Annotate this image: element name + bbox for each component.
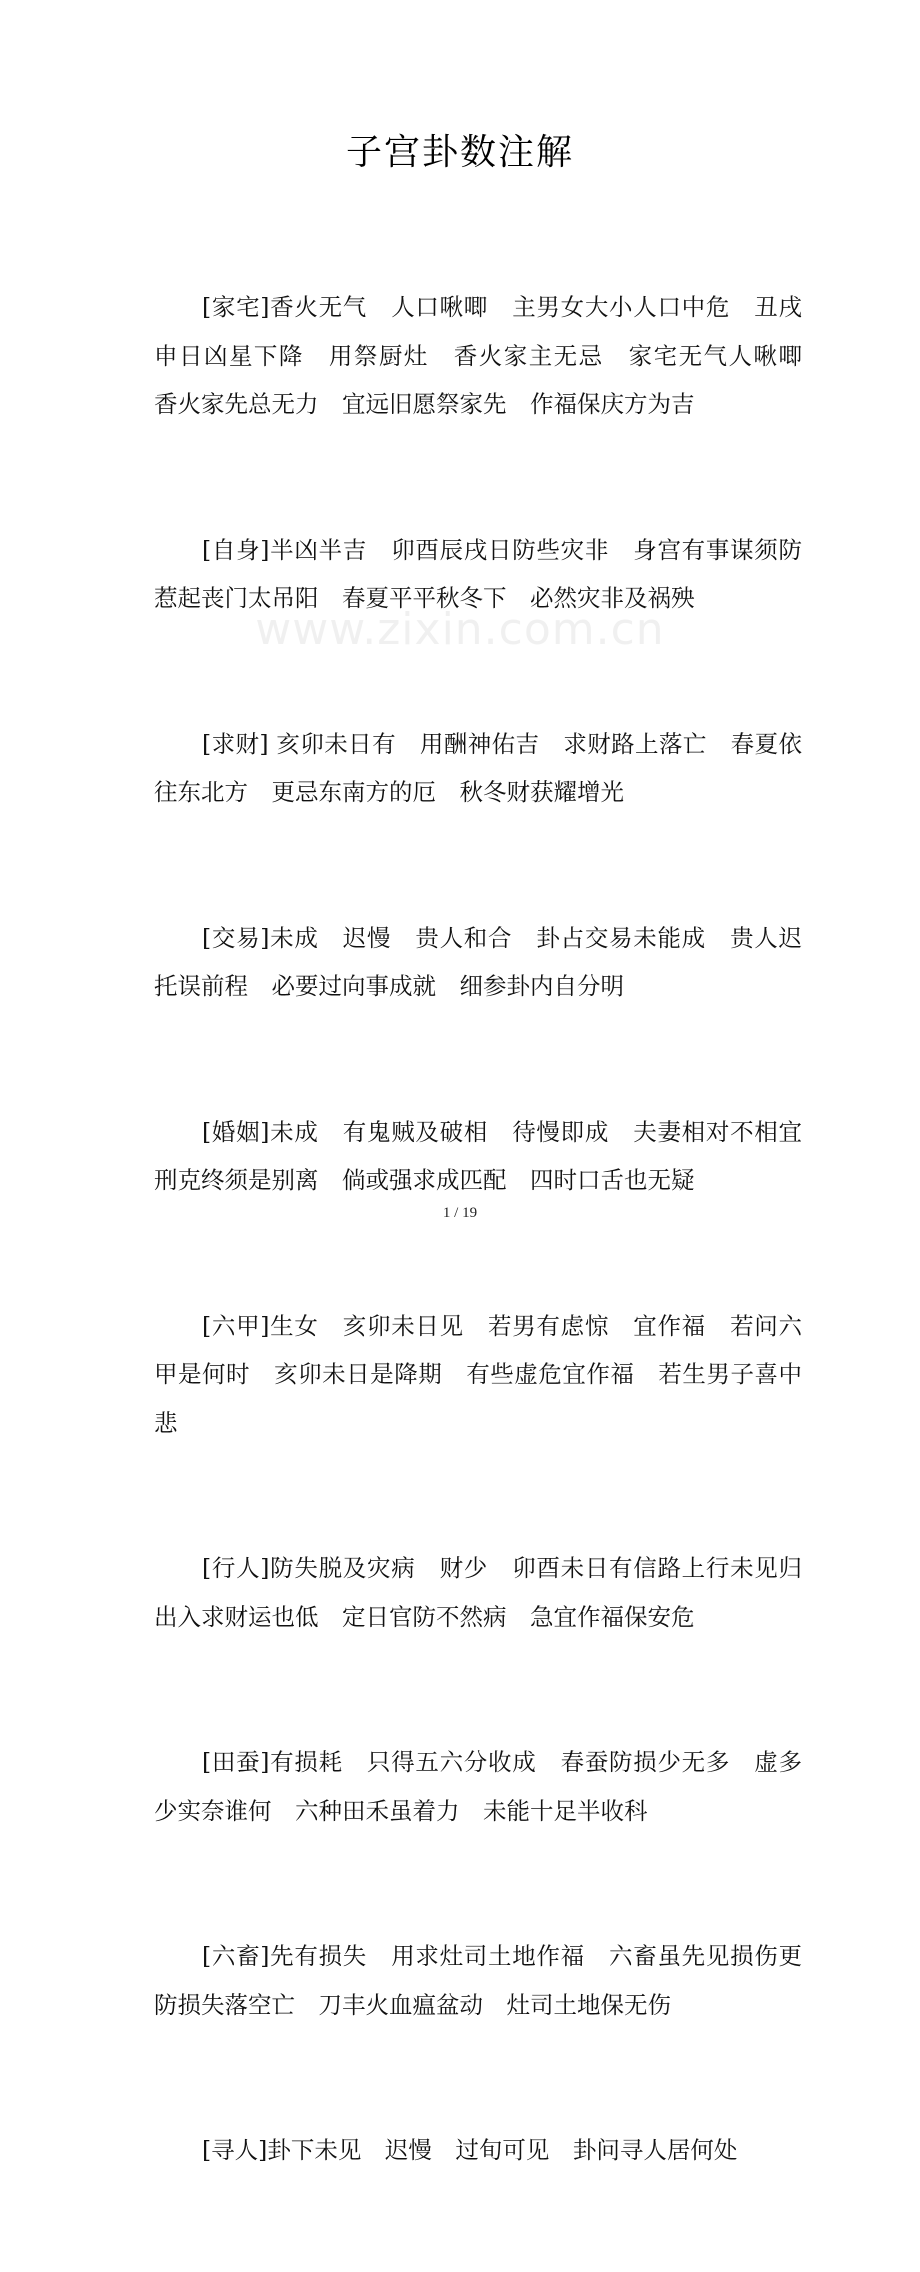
paragraph-trade: [交易]未成 迟慢 贵人和合 卦占交易未能成 贵人迟托误前程 必要过向事成就 细参卦内自分明 [154,923,802,1000]
paragraph-marriage: [婚姻]未成 有鬼贼及破相 待慢即成 夫妻相对不相宜 刑克终须是别离 倘或强求成匹配 四时口舌也无疑 [154,1117,826,1194]
paragraph-self: [自身]半凶半吉 卯酉辰戌日防些灾非 身宫有事谋须防 惹起丧门太吊阳 春夏平平秋冬下 必然灾非及祸殃 [154,535,826,612]
paragraph-wealth: [求财] 亥卯未日有 用酬神佑吉 求财路上落亡 春夏依往东北方 更忌东南方的厄 秋冬财获耀增光 [154,729,802,806]
paragraph-pregnancy: [六甲]生女 亥卯未日见 若男有虑惊 宜作福 若问六甲是何时 亥卯未日是降期 有些虚危宜作福 若生男子喜中悲 [154,1311,802,1437]
document-body [154,186,826,2272]
paragraph-traveler: [行人]防失脱及灾病 财少 卯酉未日有信路上行未见归 出入求财运也低 定日官防不然病 急宜作福保安危 [154,1554,826,1631]
page-number: 1 / 19 [442,1205,478,1221]
document-title: 子宫卦数注解 [345,132,574,173]
watermark: www.zixin.com.cn [255,604,665,655]
paragraph-livestock: [六畜]先有损失 用求灶司土地作福 六畜虽先见损伤更防损失落空亡 刀丰火血瘟盆动 灶司土地保无伤 [154,1942,802,2019]
paragraph-farming: [田蚕]有损耗 只得五六分收成 春蚕防损少无多 虚多少实奈谁何 六种田禾虽着力 未能十足半收科 [154,1748,802,1825]
paragraph-family-home: [家宅]香火无气 人口啾唧 主男女大小人口中危 丑戌申日凶星下降 用祭厨灶 香火家主无忌 家宅无气人啾唧 香火家先总无力 宜远旧愿祭家先 作福保庆方为吉 [154,293,826,418]
paragraph-finding-person: [寻人]卦下未见 迟慢 过旬可见 卦问寻人居何处 [202,2136,738,2164]
